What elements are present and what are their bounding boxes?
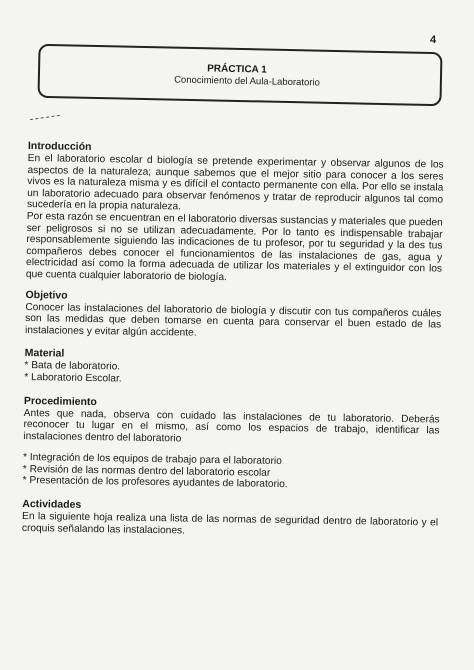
objetivo-section [25, 289, 442, 343]
procedimiento-heading: Procedimiento [23, 394, 97, 408]
practice-title: PRÁCTICA 1 [207, 63, 267, 76]
procedimiento-item: * Integración de los equipos de trabajo para el laboratorio [22, 452, 282, 468]
procedimiento-item: * Revisión de las normas dentro del laboratorio escolar [22, 463, 271, 479]
introduccion-section [26, 140, 444, 287]
actividades-text: En la siguiente hoja realiza una lista de las normas de seguridad dentro de laboratorio y el croquis señalando las instalaciones. [21, 511, 439, 537]
procedimiento-item: * Presentación de los profesores ayudantes de laboratorio. [22, 475, 288, 491]
introduccion-paragraph-2: Por esta razón se encuentran en el laboratorio diversas sustancias y materiales que pueden ser peligrosos si no se utilizan adecuadamente. Por lo tanto es indispensable trabajar responsablemente siguiendo las indicaciones de tu profesor, por tu seguridad y la des tus compañeros debes conocer el funcionamientos de las instalaciones de gas, agua y electricidad así como la forma adecuada de utilizar los materiales y el extinguidor con los que cuenta cualquier laboratorio de biología. [25, 210, 443, 284]
page-number: 4 [430, 34, 437, 46]
objetivo-heading: Objetivo [25, 288, 68, 302]
material-item: * Bata de laboratorio. [24, 360, 121, 373]
actividades-section [22, 498, 439, 541]
objetivo-text: Conocer las instalaciones del laboratorio de biología y discutir con tus compañeros cuáles son las medidas que deben tomarse en cuenta para conservar el buen estado de las instalaciones y evitar algún accidente. [24, 301, 442, 339]
introduccion-heading: Introducción [27, 140, 92, 153]
practice-subtitle: Conocimiento del Aula-Laboratorio [174, 74, 320, 89]
introduccion-paragraph-1: En el laboratorio escolar d biología se pretende experimentar y observar algunos de los aspectos de la naturaleza; aunque sabemos que el mejor sitio para conocer a los seres vivos es la naturaleza misma y es difícil el contacto permanente con ella. Por ello se instala un laboratorio adecuado para observar fenómenos y tratar de reproducir algunos tal como sucedería en la propia naturaleza. [26, 152, 444, 213]
material-item: * Laboratorio Escolar. [24, 371, 122, 385]
document-body [22, 140, 444, 541]
procedimiento-section [23, 394, 440, 493]
stray-pen-mark [30, 115, 60, 121]
procedimiento-text: Antes que nada, observa con cuidado las instalaciones de tu laboratorio. Deberás reconocer tu lugar en el mismo, así como los espacios de trabajo, identificar las instalaciones dentro del laboratorio [23, 407, 440, 445]
material-section [24, 347, 441, 390]
actividades-heading: Actividades [22, 498, 82, 511]
material-heading: Material [24, 347, 65, 360]
